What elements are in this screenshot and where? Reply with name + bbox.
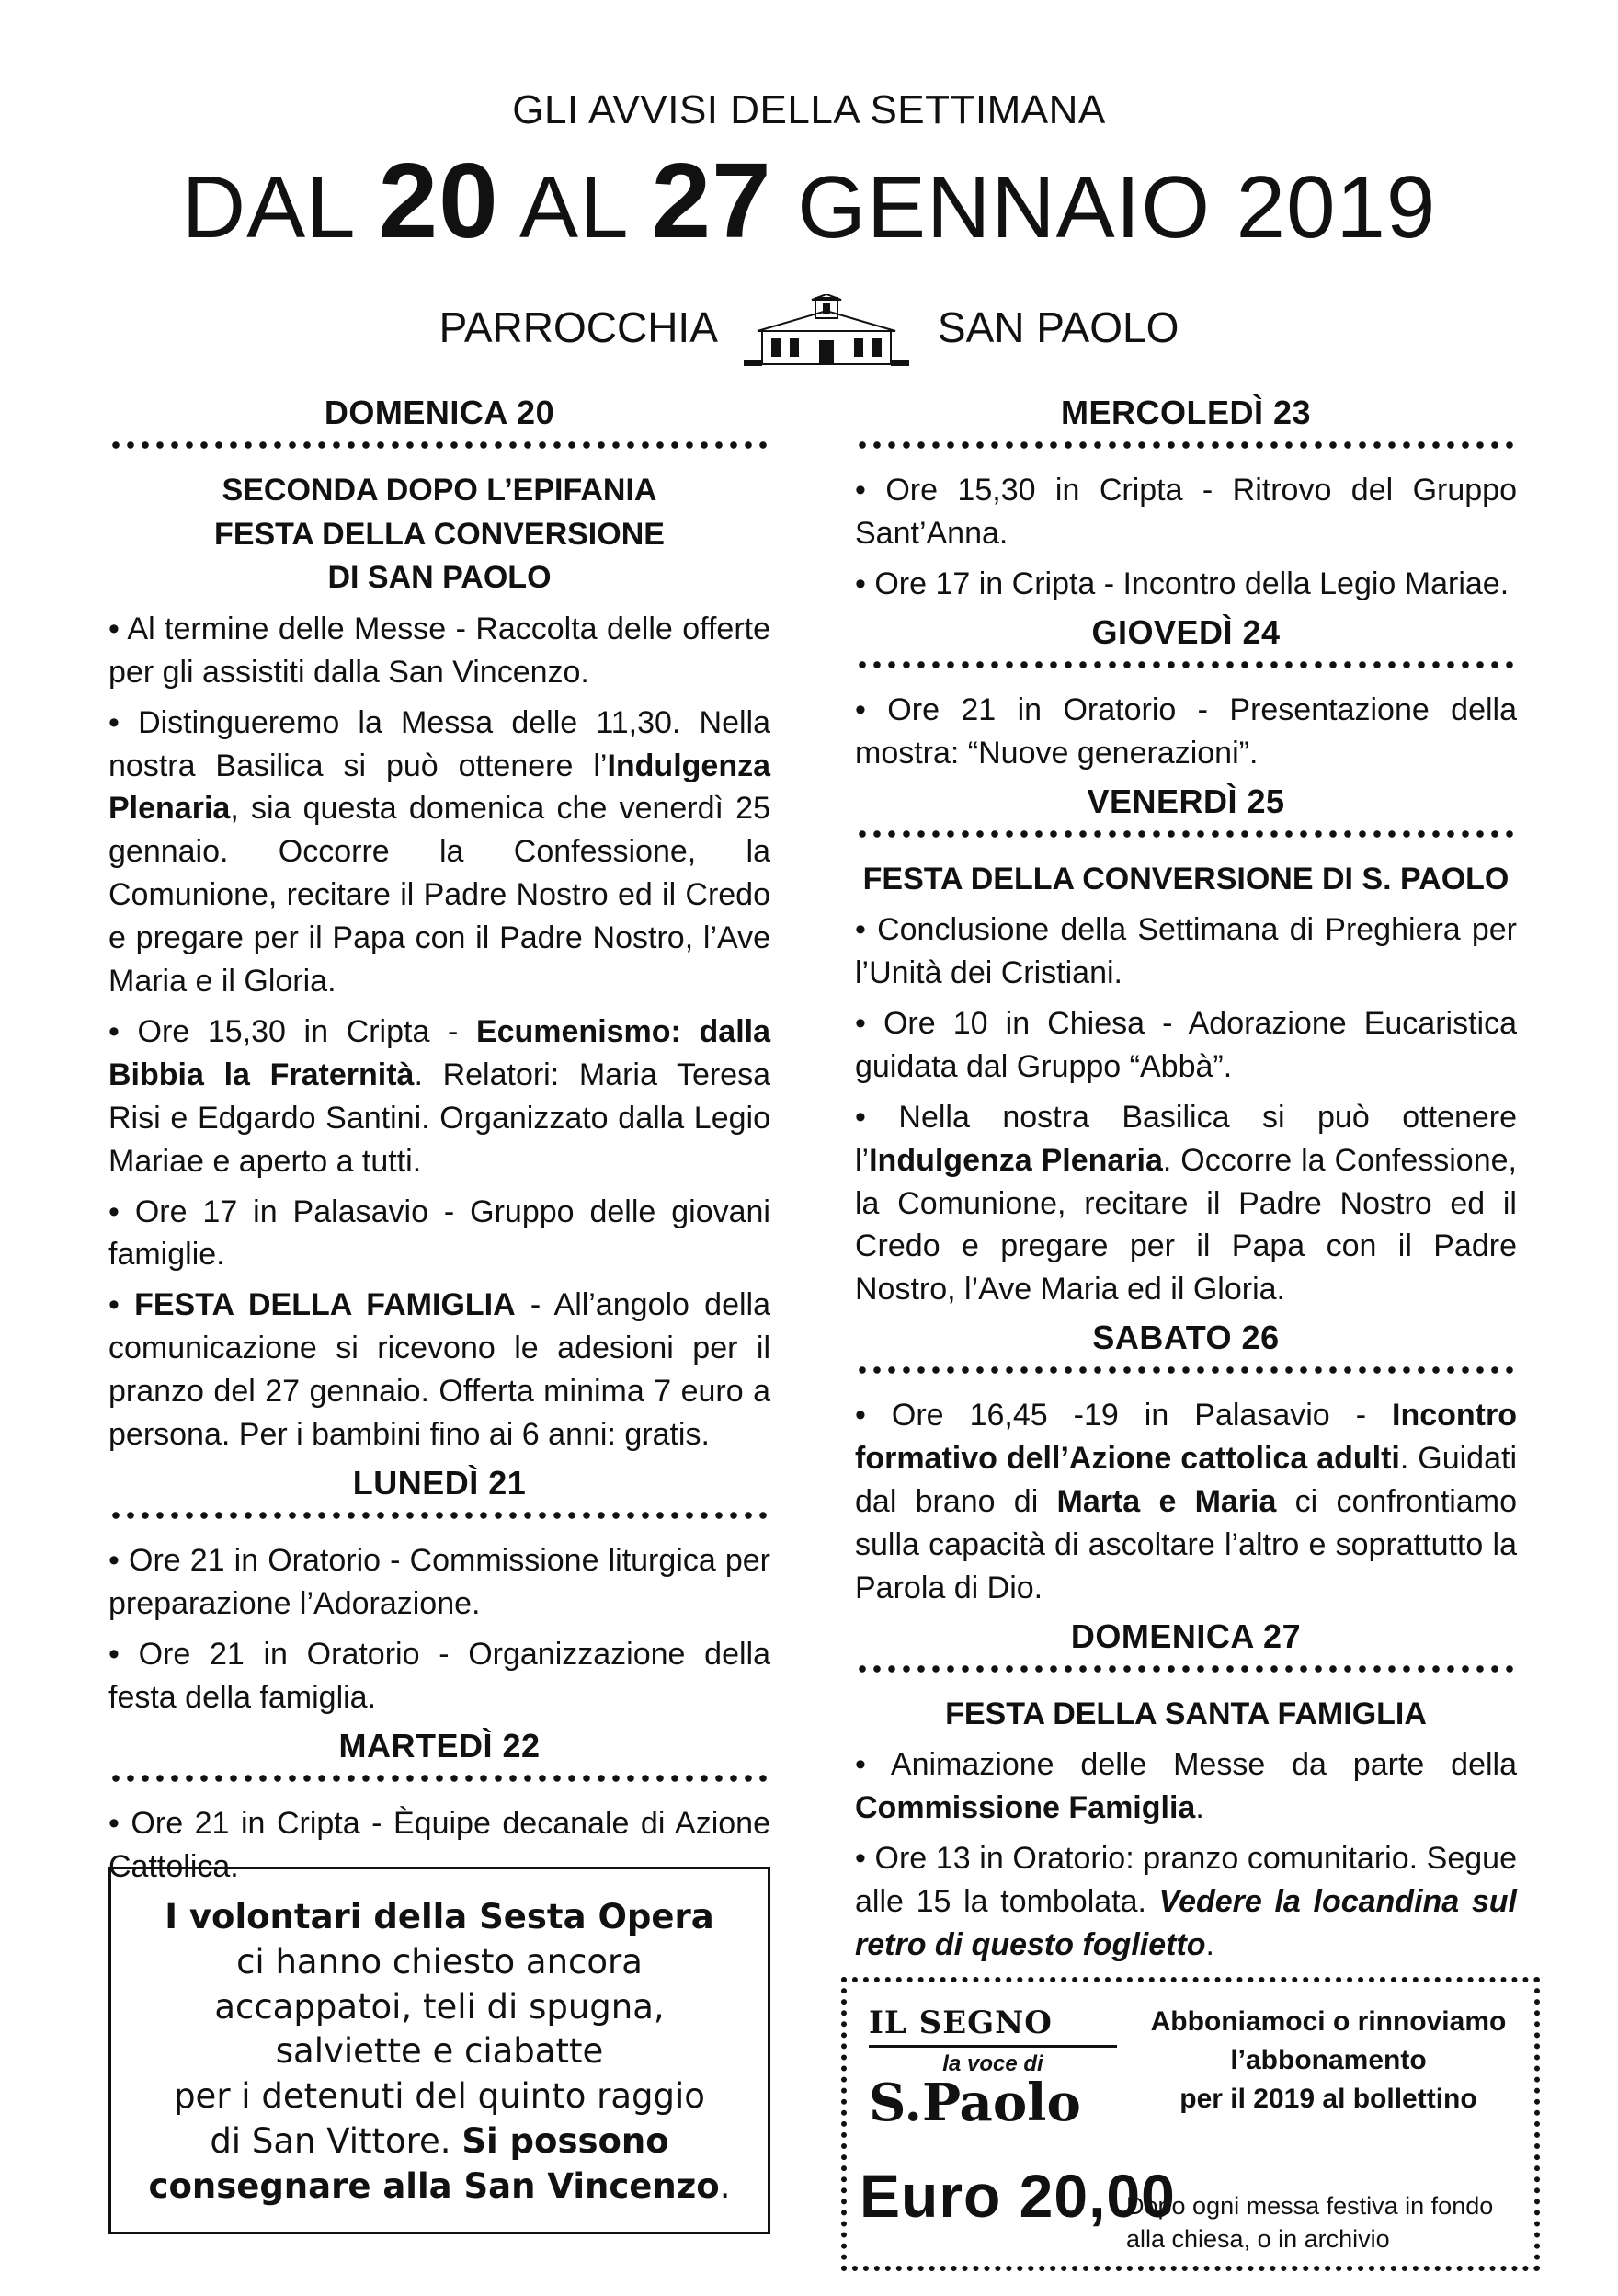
dotted-divider (855, 438, 1517, 452)
box-line: salviette e ciabatte (275, 2031, 604, 2072)
box-text: di San Vittore. (210, 2121, 462, 2162)
notice-item: • Conclusione della Settimana di Preghiera per l’Unità dei Cristiani. (855, 912, 1517, 991)
box-line (130, 2119, 749, 2165)
notice-item (855, 1394, 1517, 1610)
day-heading-martedi-22: MARTEDÌ 22 (338, 1726, 541, 1765)
box-text: . (719, 2165, 731, 2206)
box-line: per i detenuti del quinto raggio (174, 2076, 705, 2117)
notice-text: • Distingueremo la Messa delle 11,30. Nella nostra Basilica si può ottenere l’ (108, 704, 770, 783)
notice-text: . Guidati dal brano di (855, 1441, 1517, 1520)
right-column (855, 386, 1517, 1974)
parish-right-label: SAN PAOLO (937, 303, 1179, 352)
dotted-divider (108, 438, 770, 452)
notice-text: - All’angolo della comunicazione si ricevono le adesioni per il pranzo del 27 gennaio. Offerta minima 7 euro a persona. Per i bambini fino ai 6 anni: gratis. (108, 1287, 770, 1453)
bulletin-logo (869, 2005, 1117, 2133)
dotted-divider (855, 657, 1517, 672)
notice-text: . Relatori: Maria Teresa Risi e Edgardo Santini. Organizzato dalla Legio Mariae e aperto a tutti. (108, 1057, 770, 1179)
logo-top: IL SEGNO (869, 2005, 1053, 2041)
notice-item (108, 1284, 770, 1456)
notice-bold: Indulgenza Plenaria (869, 1142, 1163, 1178)
subscription-price: Euro 20,00 (860, 2162, 1176, 2230)
dotted-divider (855, 1662, 1517, 1676)
notice-item (855, 1837, 1517, 1967)
day-heading-venerdi-25: VENERDÌ 25 (1087, 782, 1285, 820)
left-column (108, 386, 770, 1895)
box-bold: consegnare alla San Vincenzo (148, 2165, 720, 2206)
feast-title: FESTA DELLA SANTA FAMIGLIA (945, 1696, 1427, 1731)
notice-bold-italic: Vedere la locandina sul retro di questo foglietto (855, 1884, 1517, 1963)
notice-text: , sia questa domenica che venerdì 25 gennaio. Occorre la Confessione, la Comunione, recitare il Padre Nostro ed il Credo e pregare per il Papa con il Padre Nostro, l’Ave Maria e il Gloria. (108, 791, 770, 1000)
box-line: I volontari della Sesta Opera (165, 1897, 714, 1936)
notice-item (855, 1743, 1517, 1830)
notice-bold: FESTA DELLA FAMIGLIA (134, 1287, 516, 1323)
notice-text: . (1205, 1927, 1214, 1963)
notice-text: • Ore 16,45 -19 in Palasavio - (855, 1398, 1393, 1434)
logo-name: S.Paolo (869, 2073, 1081, 2133)
notice-bold: Indulgenza Plenaria (108, 748, 770, 827)
dotted-divider (855, 827, 1517, 841)
box-line (130, 2165, 749, 2210)
subscription-text (1135, 2003, 1521, 2119)
notice-item (108, 1011, 770, 1183)
notice-item: • Ore 15,30 in Cripta - Ritrovo del Gruppo Sant’Anna. (855, 473, 1517, 551)
day-heading-mercoledi-23: MERCOLEDÌ 23 (1060, 394, 1312, 431)
day-heading-lunedi-21: LUNEDÌ 21 (352, 1464, 527, 1502)
logo-tagline: la voce di (942, 2051, 1043, 2076)
notice-item: • Ore 21 in Oratorio - Presentazione della mostra: “Nuove generazioni”. (855, 691, 1517, 771)
notice-item: • Ore 21 in Oratorio - Organizzazione della festa della famiglia. (108, 1636, 770, 1715)
subscription-note: Dopo ogni messa festiva in fondo alla chiesa, o in archivio (1126, 2192, 1494, 2253)
notice-item: • Ore 17 in Palasavio - Gruppo delle giovani famiglie. (108, 1194, 770, 1273)
notice-bold: Marta e Maria (1056, 1484, 1277, 1520)
notice-text: • Ore 13 in Oratorio: pranzo comunitario. Segue alle 15 la tombolata. (855, 1841, 1517, 1920)
notice-text: • Animazione delle Messe da parte della (855, 1747, 1517, 1783)
parish-left-label: PARROCCHIA (439, 303, 716, 352)
day-from: 20 (378, 141, 499, 260)
feast-line: FESTA DELLA CONVERSIONE (214, 516, 665, 552)
feast-title: FESTA DELLA CONVERSIONE DI S. PAOLO (862, 861, 1510, 897)
notice-bold: Ecumenismo: dalla Bibbia la Fraternità (108, 1013, 770, 1092)
notice-item: • Ore 10 in Chiesa - Adorazione Eucaristica guidata dal Gruppo “Abbà”. (855, 1005, 1517, 1084)
day-heading-sabato-26: SABATO 26 (1092, 1319, 1280, 1357)
subs-line: per il 2019 al bollettino (1179, 2084, 1477, 2114)
day-heading-domenica-20: DOMENICA 20 (324, 394, 555, 431)
feast-line: DI SAN PAOLO (327, 560, 552, 596)
subs-line: Abboniamoci o rinnoviamo (1150, 2006, 1507, 2037)
volunteers-box (108, 1867, 770, 2234)
day-heading-domenica-27: DOMENICA 27 (1070, 1616, 1302, 1655)
notice-item: • Ore 21 in Cripta - Èquipe decanale di Azione Cattolica. (108, 1805, 770, 1884)
notice-item: • Ore 21 in Oratorio - Commissione liturgica per preparazione l’Adorazione. (108, 1543, 770, 1621)
subs-line: l’abbonamento (1230, 2045, 1427, 2075)
notice-item (855, 1096, 1517, 1312)
notice-text: . (1195, 1790, 1204, 1826)
notice-text: ci confrontiamo sulla capacità di ascoltare l’altro e soprattutto la Parola di Dio. (855, 1484, 1517, 1605)
day-heading-giovedi-24: GIOVEDÌ 24 (1091, 612, 1281, 651)
box-line: ci hanno chiesto ancora (236, 1941, 643, 1982)
church-icon (744, 294, 909, 368)
notice-text: • (108, 1287, 135, 1323)
box-line: accappatoi, teli di spugna, (214, 1986, 665, 2027)
notice-bold: Incontro formativo dell’Azione cattolica adulti (855, 1398, 1517, 1477)
dal-label: DAL (181, 158, 353, 257)
notice-text: • Nella nostra Basilica si può ottenere l’ (855, 1099, 1517, 1178)
box-bold: Si possono (461, 2121, 669, 2162)
dotted-divider (108, 1771, 770, 1786)
subscription-box (841, 1977, 1540, 2271)
day-to: 27 (651, 141, 772, 260)
notice-text: • Ore 15,30 in Cripta - (108, 1013, 476, 1049)
notice-item (108, 702, 770, 1003)
parish-line (0, 294, 1618, 368)
notice-item: • Ore 17 in Cripta - Incontro della Legio Mariae. (855, 565, 1510, 601)
bulletin-dates (0, 141, 1618, 260)
feast-title (108, 469, 770, 600)
feast-line: SECONDA DOPO L’EPIFANIA (222, 473, 657, 508)
notice-bold: Commissione Famiglia (855, 1790, 1196, 1826)
notice-text: . Occorre la Confessione, la Comunione, recitare il Padre Nostro ed il Credo e pregare per il Papa con il Padre Nostro, l’Ave Maria ed il Gloria. (855, 1142, 1517, 1308)
month-year: GENNAIO 2019 (797, 158, 1437, 257)
notice-item: • Al termine delle Messe - Raccolta delle offerte per gli assistiti dalla San Vincenzo. (108, 611, 770, 690)
dotted-divider (855, 1363, 1517, 1377)
logo-rule (869, 2045, 1117, 2048)
dotted-divider (108, 1508, 770, 1523)
al-label: AL (519, 158, 626, 257)
bulletin-kicker: GLI AVVISI DELLA SETTIMANA (512, 87, 1106, 132)
